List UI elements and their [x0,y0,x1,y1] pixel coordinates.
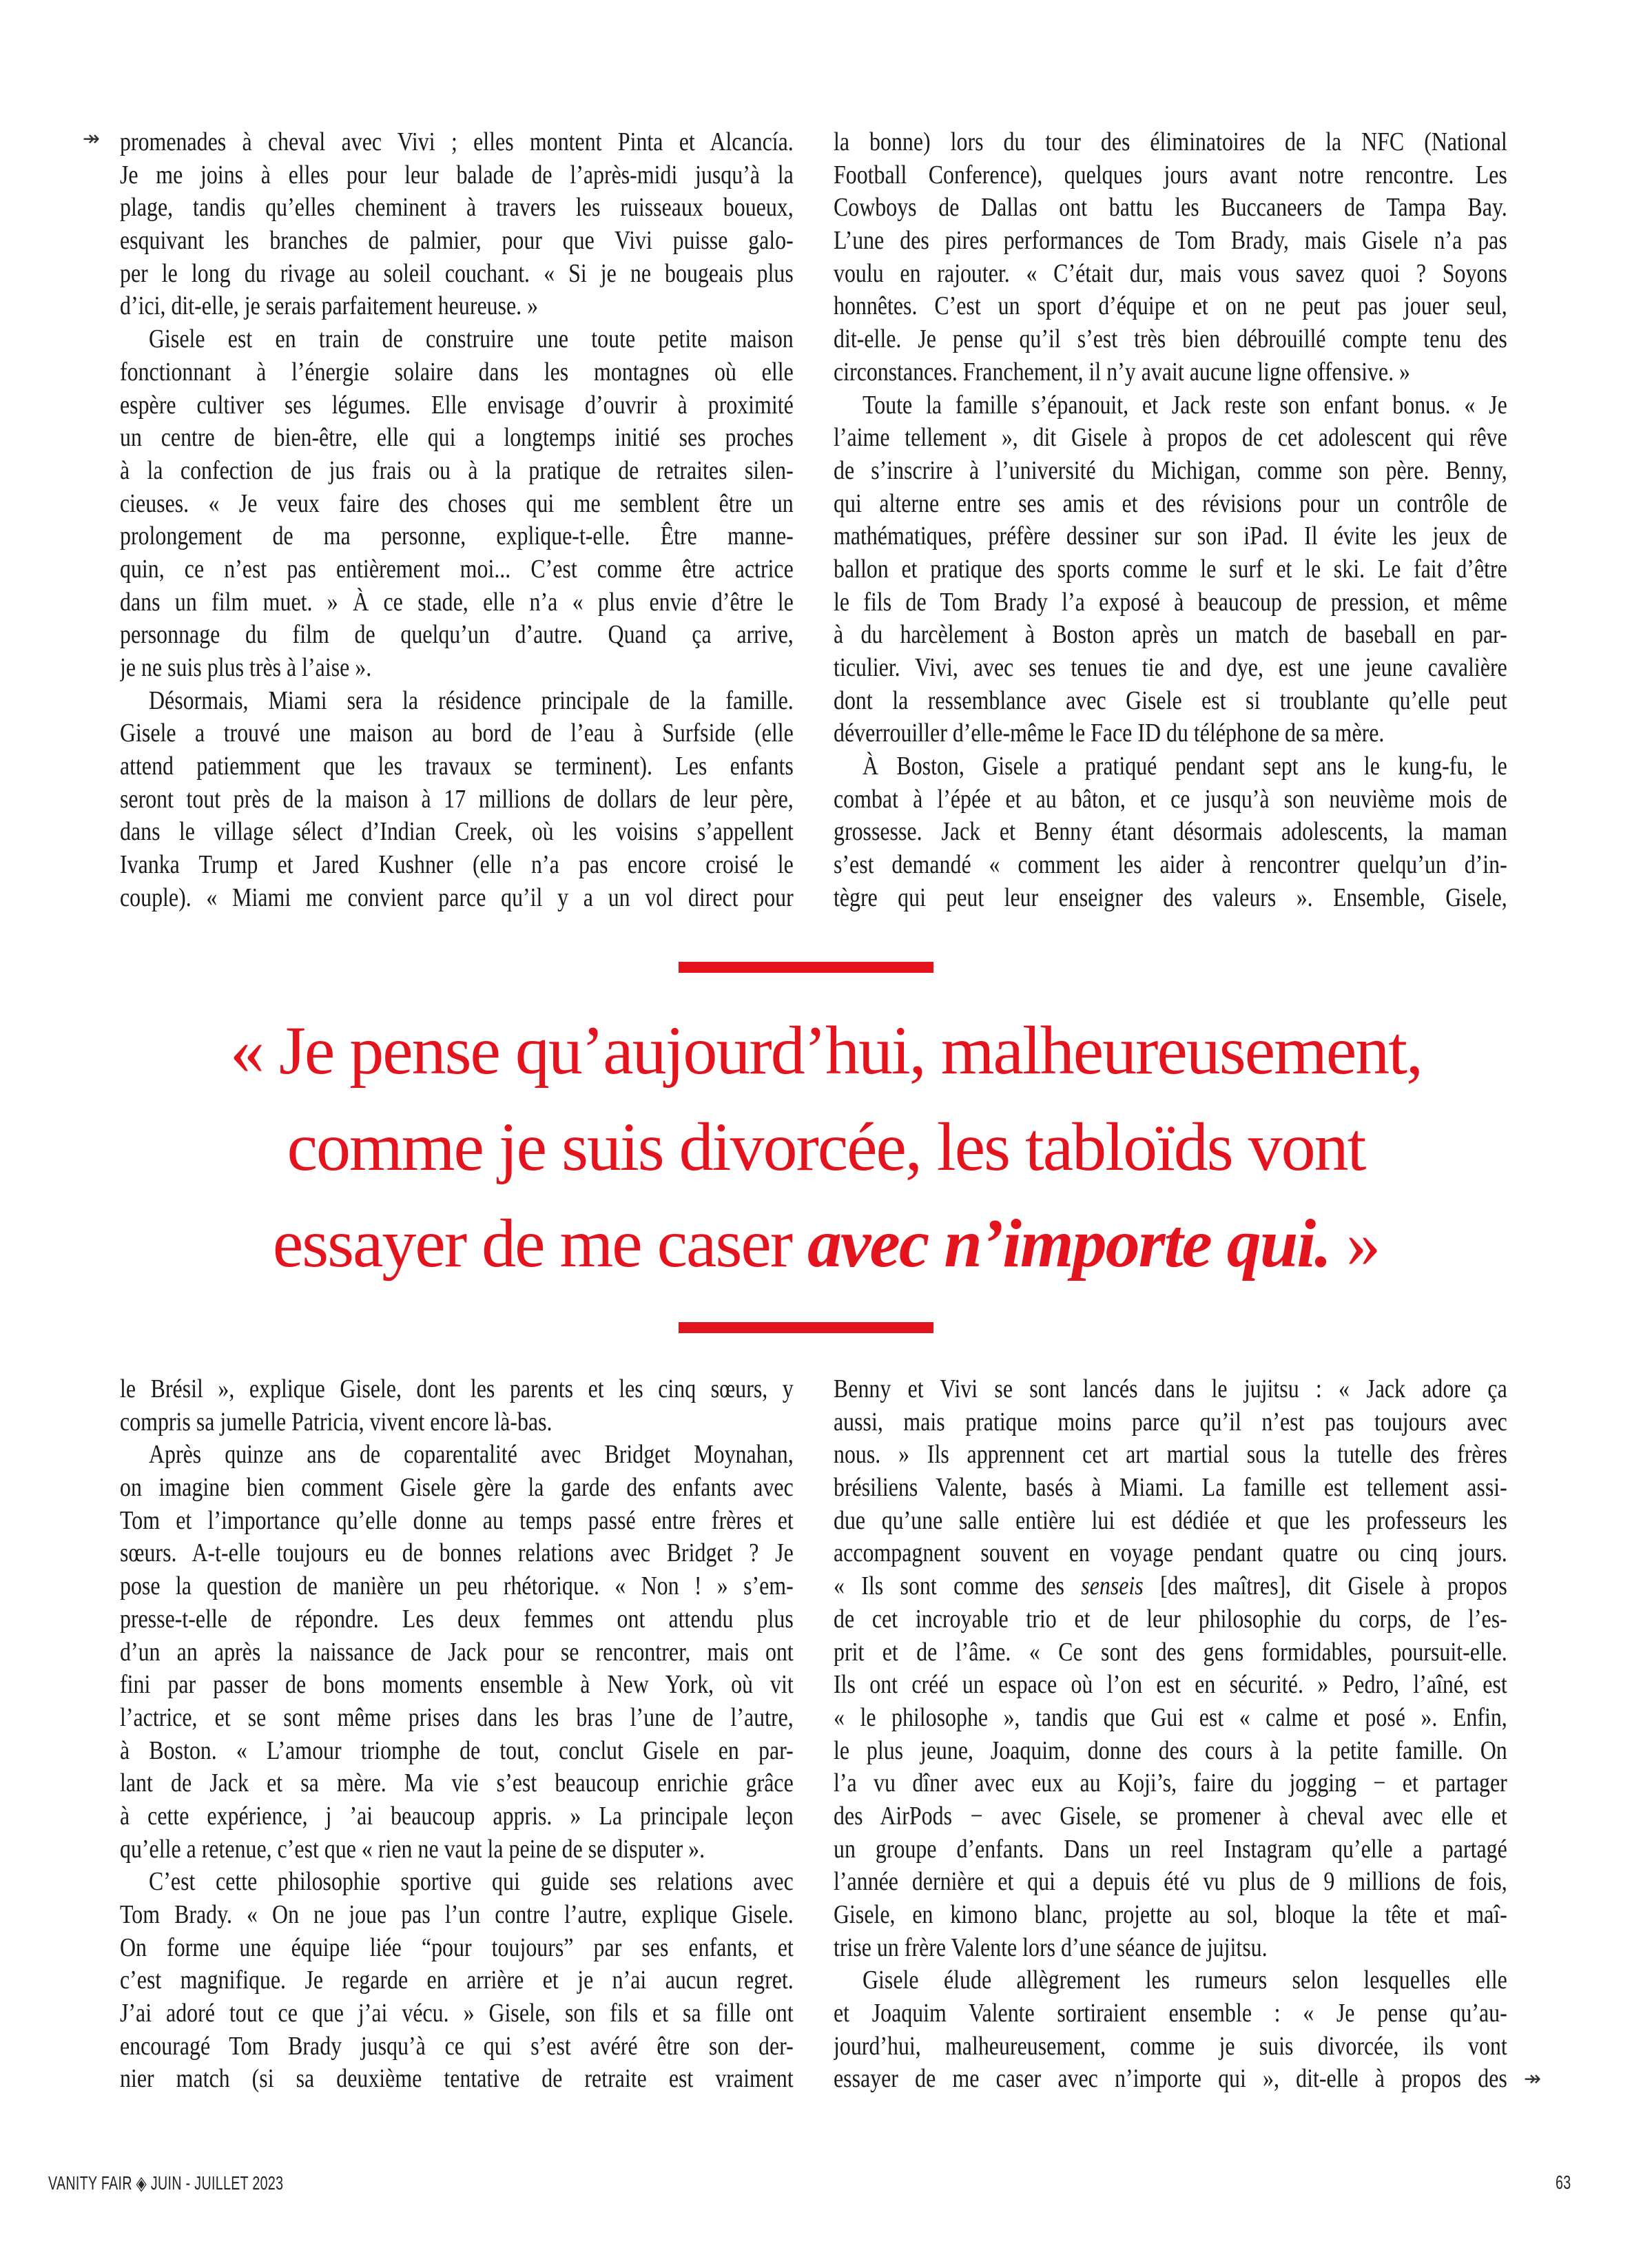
text-line [834,323,1507,356]
text-line-content: Football Conference), quelques jours avant notre rencontre. Les [834,160,1507,189]
text-line-content: Gisele est en train de construire une toute petite maison [149,324,794,354]
text-line [120,652,794,685]
text-line [834,225,1507,258]
text-line-content: essayer de me caser avec n’importe qui », dit-elle à propos des [834,2064,1507,2094]
text-line [120,685,794,718]
text-line-content: due qu’une salle entière lui est dédiée et que les professeurs les [834,1505,1507,1535]
text-line [120,1702,794,1735]
text-line [120,1997,794,2030]
text-line [834,1833,1507,1866]
italic-term: senseis [1081,1572,1144,1601]
text-line [834,652,1507,685]
text-line [834,849,1507,882]
text-line-content: couple). « Miami me convient parce qu’il y a un vol direct pour [120,883,794,912]
text-line-content: déverrouiller d’elle-même le Face ID du téléphone de sa mère. [834,719,1385,748]
text-line [834,1439,1507,1472]
text-line-content: la bonne) lors du tour des éliminatoires de la NFC (National [834,127,1507,156]
text-line-content: on imagine bien comment Gisele gère la garde des enfants avec [120,1473,794,1503]
text-line [120,1603,794,1636]
text-line-content: à du harcèlement à Boston après un match de baseball en par- [834,620,1507,650]
text-line [120,1636,794,1669]
text-line [834,1767,1507,1800]
text-line-content: de cet incroyable trio et de leur philosophie du corps, de l’es- [834,1604,1507,1634]
text-line-content: ballon et pratique des sports comme le surf et le ski. Le fait d’être [834,554,1507,584]
text-line [834,816,1507,849]
text-line-content: dont la ressemblance avec Gisele est si troublante qu’elle peut [834,686,1507,715]
text-line-content: nier match (si sa deuxième tentative de retraite est vraiment [120,2064,794,2094]
text-line-content: l’aime tellement », dit Gisele à propos de cet adolescent qui rêve [834,423,1507,453]
text-line [120,1735,794,1768]
pull-quote-line [0,1195,1652,1292]
text-line-content: J’ai adoré tout ce que j’ai vécu. » Gisele, son fils et sa fille ont [120,1999,794,2028]
text-line [120,258,794,291]
text-line-content: pose la question de manière un peu rhétorique. « Non ! » s’em- [120,1572,794,1601]
text-line [834,619,1507,652]
text-line [120,159,794,192]
text-line [834,882,1507,915]
text-line [120,520,794,553]
text-line [120,2063,794,2096]
text-line [834,2030,1507,2063]
text-line [120,356,794,389]
text-line [120,1537,794,1570]
column-top-left [120,126,794,915]
text-line-content: Toute la famille s’épanouit, et Jack reste son enfant bonus. « Je [863,390,1507,420]
text-line-content: Benny et Vivi se sont lancés dans le jujitsu : « Jack adore ça [834,1374,1507,1403]
text-line [834,1603,1507,1636]
diamond-icon: ◈ [136,2172,147,2194]
text-line-content: L’une des pires performances de Tom Brady, mais Gisele n’a pas [834,226,1507,256]
pull-quote-line: comme je suis divorcée, les tabloïds vont [287,1109,1365,1185]
text-line-content: Désormais, Miami sera la résidence principale de la famille. [149,686,794,715]
text-line-content: qu’elle a retenue, c’est que « rien ne vaut la peine de se disputer ». [120,1834,705,1864]
pull-quote-close: » [1330,1205,1380,1281]
magazine-name: VANITY FAIR [48,2172,132,2194]
text-line [120,2030,794,2063]
text-line-content: jourd’hui, malheureusement, comme je suis divorcée, ils vont [834,2031,1507,2061]
text-line-content: un centre de bien-être, elle qui a longtemps initié ses proches [120,423,794,453]
text-line-content: sœurs. A-t-elle toujours eu de bonnes relations avec Bridget ? Je [120,1538,794,1568]
text-line [120,586,794,619]
text-line-content: dit-elle. Je pense qu’il s’est très bien débrouillé compte tenu des [834,324,1507,354]
pull-quote-line: « Je pense qu’aujourd’hui, malheureusement, [229,1012,1423,1089]
text-line [120,882,794,915]
text-line-content: Après quinze ans de coparentalité avec Bridget Moynahan, [149,1440,794,1470]
text-line-content: Tom Brady. « On ne joue pas l’un contre l’autre, explique Gisele. [120,1900,794,1929]
text-line-content: mathématiques, préfère dessiner sur son iPad. Il évite les jeux de [834,522,1507,551]
text-line-content: fonctionnant à l’énergie solaire dans les montagnes où elle [120,357,794,387]
text-line [120,290,794,323]
text-line-content: l’actrice, et se sont même prises dans les bras l’une de l’autre, [120,1702,794,1732]
text-line [120,816,794,849]
text-line-content: lant de Jack et sa mère. Ma vie s’est beaucoup enrichie grâce [120,1769,794,1798]
text-line [834,783,1507,816]
continued-from-arrow-icon: ↠ [83,127,101,151]
text-line [834,488,1507,521]
text-line-content: qui alterne entre ses amis et des révisions pour un contrôle de [834,488,1507,518]
text-line-content: un groupe d’enfants. Dans un reel Instagram qu’elle a partagé [834,1834,1507,1864]
text-line [120,389,794,422]
text-line [120,1866,794,1899]
text-line-content: combat à l’épée et au bâton, et ce jusqu’à son neuvième mois de [834,784,1507,814]
text-line-content [834,1570,1507,1603]
text-line [834,1406,1507,1439]
text-line-content: c’est magnifique. Je regarde en arrière et je n’ai aucun regret. [120,1966,794,1995]
text-line [834,389,1507,422]
text-line [120,1800,794,1833]
text-line-content: plage, tandis qu’elles cheminent à travers les ruisseaux boueux, [120,193,794,223]
text-line [834,455,1507,488]
text-line [120,750,794,783]
column-bottom-right [834,1373,1507,2096]
text-line [120,1373,794,1406]
text-line [834,1964,1507,1997]
text-line [120,783,794,816]
text-line-content: trise un frère Valente lors d’une séance de jujitsu. [834,1933,1268,1962]
text-line-content: encouragé Tom Brady jusqu’à ce qui s’est avéré être son der- [120,2031,794,2061]
text-line-content: dans un film muet. » À ce stade, elle n’a « plus envie d’être le [120,587,794,617]
text-line [834,1472,1507,1505]
text-line-content: personnage du film de quelqu’un d’autre. Quand ça arrive, [120,620,794,650]
pull-quote-bottom-rule [679,1322,933,1333]
text-line [834,126,1507,159]
text-line-content: de s’inscrire à l’université du Michigan, comme son père. Benny, [834,455,1507,485]
text-line [834,159,1507,192]
text-line [120,849,794,882]
text-line-content: le Brésil », explique Gisele, dont les parents et les cinq sœurs, y [120,1374,794,1403]
text-line-content: à Boston. « L’amour triomphe de tout, conclut Gisele en par- [120,1735,794,1765]
text-line-content: brésiliens Valente, basés à Miami. La famille est tellement assi- [834,1473,1507,1503]
text-line-content: Gisele élude allègrement les rumeurs selon lesquelles elle [863,1966,1507,1995]
text-line-content: esquivant les branches de palmier, pour que Vivi puisse galo- [120,226,794,256]
text-line-content: le plus jeune, Joaquim, donne des cours à la petite famille. On [834,1735,1507,1765]
text-line [120,1472,794,1505]
text-line-content: voulu en rajouter. « C’était dur, mais vous savez quoi ? Soyons [834,258,1507,288]
text-line [834,258,1507,291]
text-line-content: à cette expérience, j ’ai beaucoup appris. » La principale leçon [120,1801,794,1831]
text-line [120,1964,794,1997]
text-line-content: seront tout près de la maison à 17 millions de dollars de leur père, [120,784,794,814]
text-line-content: promenades à cheval avec Vivi ; elles montent Pinta et Alcancía. [120,127,794,156]
text-line [120,422,794,455]
text-line [834,1505,1507,1538]
text-line [120,323,794,356]
text-line [834,1669,1507,1702]
text-line-content: honnêtes. C’est un sport d’équipe et on ne peut pas jouer seul, [834,291,1507,321]
text-line [834,1866,1507,1899]
text-line-content: s’est demandé « comment les aider à rencontrer quelqu’un d’in- [834,850,1507,880]
pull-quote-top-rule [679,962,933,973]
text-line-content: per le long du rivage au soleil couchant. « Si je ne bougeais plus [120,258,794,288]
text-line-content: compris sa jumelle Patricia, vivent encore là-bas. [120,1407,553,1436]
text-line-content: attend patiemment que les travaux se terminent). Les enfants [120,752,794,781]
pull-quote-emphasis: avec n’importe qui. [807,1205,1331,1281]
text-line [120,717,794,750]
text-segment: « Ils sont comme des [834,1572,1082,1601]
text-line-content: Je me joins à elles pour leur balade de l’après-midi jusqu’à la [120,160,794,189]
text-line-content: tègre qui peut leur enseigner des valeurs ». Ensemble, Gisele, [834,883,1507,912]
text-line-content: presse-t-elle de répondre. Les deux femmes ont attendu plus [120,1604,794,1634]
text-line [834,750,1507,783]
text-line-content: le fils de Tom Brady l’a exposé à beaucoup de pression, et même [834,587,1507,617]
column-bottom-left [120,1373,794,2096]
text-line [120,455,794,488]
text-line [834,1702,1507,1735]
text-line [120,1669,794,1702]
text-line [834,1997,1507,2030]
text-line [834,1373,1507,1406]
text-segment: [des maîtres], dit Gisele à propos [1143,1572,1507,1601]
text-line-content: Gisele, en kimono blanc, projette au sol, bloque la tête et maî- [834,1900,1507,1929]
text-line [120,1767,794,1800]
text-line [834,586,1507,619]
pull-quote-text: essayer de me caser [272,1205,808,1281]
text-line-content: nous. » Ils apprennent cet art martial sous la tutelle des frères [834,1440,1507,1470]
text-line-content: et Joaquim Valente sortiraient ensemble : « Je pense qu’au- [834,1999,1507,2028]
text-line [834,1570,1507,1603]
text-line-content: espère cultiver ses légumes. Elle envisage d’ouvrir à proximité [120,390,794,420]
text-line-content: d’ici, dit-elle, je serais parfaitement heureuse. » [120,291,539,321]
footer-folio [48,2172,283,2194]
text-line [120,225,794,258]
text-line [120,1833,794,1866]
text-line [834,1735,1507,1768]
text-line-content: « le philosophe », tandis que Gui est « calme et posé ». Enfin, [834,1702,1507,1732]
text-line [834,290,1507,323]
text-line-content: Ivanka Trump et Jared Kushner (elle n’a pas encore croisé le [120,850,794,880]
text-line [120,1505,794,1538]
text-line-content: circonstances. Franchement, il n’y avait aucune ligne offensive. » [834,357,1411,387]
text-line [834,717,1507,750]
text-line [120,553,794,586]
text-line-content: à la confection de jus frais ou à la pratique de retraites silen- [120,455,794,485]
text-line-content: C’est cette philosophie sportive qui guide ses relations avec [149,1867,794,1897]
text-line-content: l’a vu dîner avec eux au Koji’s, faire du jogging − et partager [834,1769,1507,1798]
text-line [834,2063,1507,2096]
text-line [834,1932,1507,1965]
issue-date: JUIN - JUILLET 2023 [150,2172,284,2194]
text-line-content: dans le village sélect d’Indian Creek, où les voisins s’appellent [120,817,794,847]
text-line [834,1800,1507,1833]
text-line [834,356,1507,389]
text-line-content: je ne suis plus très à l’aise ». [120,653,372,682]
text-line [834,553,1507,586]
text-line [120,619,794,652]
text-line-content: On forme une équipe liée “pour toujours” par ses enfants, et [120,1933,794,1962]
text-line-content: des AirPods − avec Gisele, se promener à cheval avec elle et [834,1801,1507,1831]
text-line-content: prit et de l’âme. « Ce sont des gens formidables, poursuit-elle. [834,1637,1507,1667]
column-top-right [834,126,1507,915]
text-line-content: Tom et l’importance qu’elle donne au temps passé entre frères et [120,1505,794,1535]
text-line [120,126,794,159]
text-line-content: accompagnent souvent en voyage pendant quatre ou cinq jours. [834,1538,1507,1568]
text-line-content: cieuses. « Je veux faire des choses qui me semblent être un [120,488,794,518]
text-line-content: l’année dernière et qui a depuis été vu plus de 9 millions de fois, [834,1867,1507,1897]
text-line-content: aussi, mais pratique moins parce qu’il n’est pas toujours avec [834,1407,1507,1436]
text-line-content: fini par passer de bons moments ensemble à New York, où vit [120,1670,794,1700]
text-line [834,192,1507,225]
continues-arrow-icon: ↠ [1524,2067,1542,2091]
text-line-content: ticulier. Vivi, avec ses tenues tie and dye, est une jeune cavalière [834,653,1507,682]
text-line-content: Ils ont créé un espace où l’on est en sécurité. » Pedro, l’aîné, est [834,1670,1507,1700]
text-line-content: d’un an après la naissance de Jack pour se rencontrer, mais ont [120,1637,794,1667]
text-line [834,1537,1507,1570]
text-line [120,192,794,225]
text-line [834,422,1507,455]
text-line [834,520,1507,553]
text-line [834,685,1507,718]
text-line [834,1636,1507,1669]
text-line [120,488,794,521]
text-line-content: prolongement de ma personne, explique-t-elle. Être manne- [120,522,794,551]
text-line-content: grossesse. Jack et Benny étant désormais adolescents, la maman [834,817,1507,847]
text-line [120,1899,794,1932]
text-line-content: Cowboys de Dallas ont battu les Buccaneers de Tampa Bay. [834,193,1507,223]
page-number: 63 [1556,2172,1571,2193]
text-line [120,1439,794,1472]
text-line [834,1899,1507,1932]
text-line-content: quin, ce n’est pas entièrement moi... C’est comme être actrice [120,554,794,584]
text-line-content: Gisele a trouvé une maison au bord de l’eau à Surfside (elle [120,719,794,748]
text-line [120,1406,794,1439]
text-line [120,1570,794,1603]
text-line-content: À Boston, Gisele a pratiqué pendant sept ans le kung-fu, le [863,752,1507,781]
text-line [120,1932,794,1965]
